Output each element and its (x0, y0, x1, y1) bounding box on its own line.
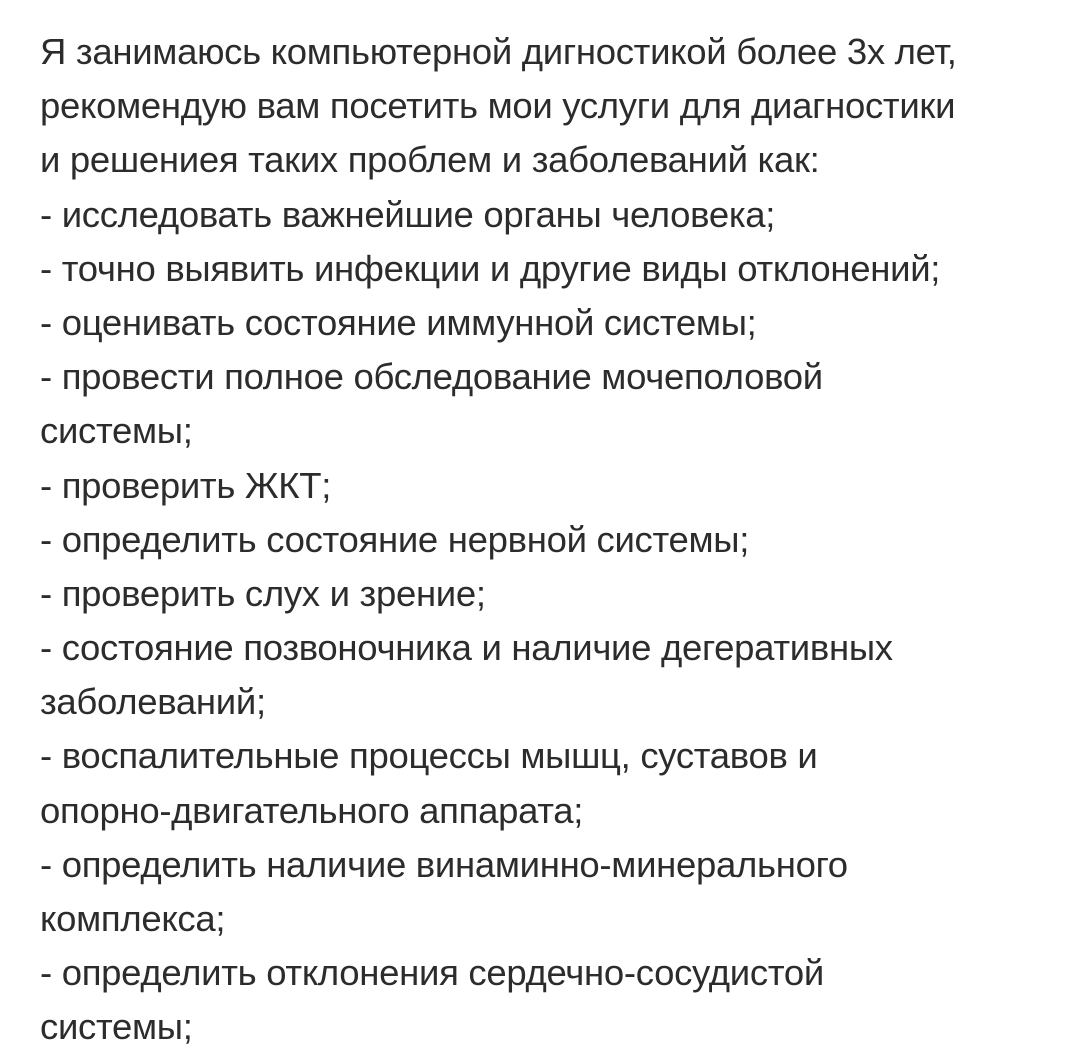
list-item-infections: - точно выявить инфекции и другие виды отклонений; (40, 247, 941, 289)
intro-line: и решениея таких проблем и заболеваний как: (40, 139, 820, 181)
list-item-cardio: - определить отклонения сердечно-сосудистой (40, 952, 824, 994)
list-item-cardio-cont: системы; (40, 1006, 193, 1048)
list-item-vitamins: - определить наличие винаминно-минерального (40, 843, 848, 885)
list-item-nervous: - определить состояние нервной системы; (40, 518, 750, 560)
list-item-organs: - исследовать важнейшие органы человека; (40, 193, 776, 235)
list-item-immune: - оценивать состояние иммунной системы; (40, 301, 757, 343)
list-item-vitamins-cont: комплекса; (40, 898, 226, 939)
post-text-body (40, 25, 1070, 1055)
intro-line: рекомендую вам посетить мои услуги для диагностики (40, 85, 956, 127)
list-item-inflammation: - воспалительные процессы мышц, суставов и (40, 735, 818, 777)
intro-line: Я занимаюсь компьютерной дигностикой более 3х лет, (40, 31, 957, 72)
list-item-hearing-vision: - проверить слух и зрение; (40, 572, 486, 614)
list-item-urogenital: - провести полное обследование мочеполовой (40, 356, 823, 398)
list-item-urogenital-cont: системы; (40, 410, 193, 452)
list-item-inflammation-cont: опорно-двигательного аппарата; (40, 789, 584, 831)
list-item-spine: - состояние позвоночника и наличие дегеративных (40, 627, 893, 669)
list-item-spine-cont: заболеваний; (40, 681, 266, 723)
list-item-gi: - проверить ЖКТ; (40, 464, 332, 506)
